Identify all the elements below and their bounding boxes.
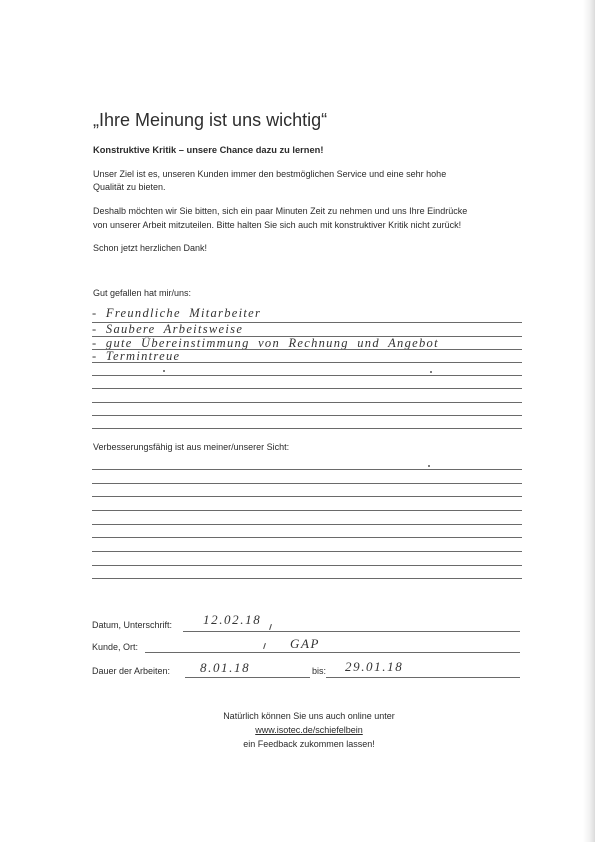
writing-line <box>92 524 522 525</box>
customer-location-label: Kunde, Ort: <box>92 642 139 652</box>
positive-section-label: Gut gefallen hat mir/uns: <box>93 288 192 298</box>
scan-speck <box>428 465 430 467</box>
intro-text-line: Deshalb möchten wir Sie bitten, sich ein paar Minuten Zeit zu nehmen und uns Ihre Eindrücke <box>93 206 468 216</box>
writing-line <box>92 349 522 350</box>
duration-to-line <box>326 677 520 678</box>
until-label: bis: <box>312 666 327 676</box>
handwritten-duration-to: 29.01.18 <box>345 659 404 674</box>
date-signature-label: Datum, Unterschrift: <box>92 620 173 630</box>
handwritten-positive-entry: - Saubere Arbeitsweise <box>92 322 244 336</box>
scan-speck <box>163 370 165 372</box>
website-url: www.isotec.de/schiefelbein <box>255 725 363 735</box>
writing-line <box>92 510 522 511</box>
writing-line <box>92 496 522 497</box>
handwritten-positive-entry: - Termintreue <box>92 349 181 363</box>
writing-line <box>92 551 522 552</box>
footer-text: ein Feedback zukommen lassen! <box>243 739 375 749</box>
writing-line <box>92 469 522 470</box>
intro-text-line: Unser Ziel ist es, unseren Kunden immer den bestmöglichen Service und eine sehr hohe <box>93 169 447 179</box>
handwritten-positive-entry: - gute Übereinstimmung von Rechnung und Angebot <box>92 336 439 350</box>
handwritten-duration-from: 8.01.18 <box>200 660 251 675</box>
writing-line <box>92 362 522 363</box>
date-signature-line <box>183 631 520 632</box>
scan-speck <box>430 371 432 373</box>
handwritten-customer-location: GAP <box>290 636 321 651</box>
footer-text: Natürlich können Sie uns auch online unter <box>223 711 395 721</box>
intro-text-line: Qualität zu bieten. <box>93 182 166 192</box>
handwritten-date: 12.02.18 <box>203 612 262 627</box>
pen-mark <box>269 624 272 630</box>
writing-line <box>92 388 522 389</box>
writing-line <box>92 483 522 484</box>
intro-text-line: von unserer Arbeit mitzuteilen. Bitte halten Sie sich auch mit konstruktiver Kritik nicht zurück! <box>93 220 462 230</box>
writing-line <box>92 402 522 403</box>
form-title: „Ihre Meinung ist uns wichtig“ <box>93 110 328 130</box>
pen-mark <box>263 643 266 649</box>
improvement-section-label: Verbesserungsfähig ist aus meiner/unserer Sicht: <box>93 442 290 452</box>
writing-line <box>92 578 522 579</box>
form-subtitle: Konstruktive Kritik – unsere Chance dazu zu lernen! <box>93 145 324 155</box>
thanks-text: Schon jetzt herzlichen Dank! <box>93 243 208 253</box>
handwritten-positive-entry: - Freundliche Mitarbeiter <box>92 306 262 320</box>
writing-line <box>92 322 522 323</box>
writing-line <box>92 565 522 566</box>
writing-line <box>92 415 522 416</box>
duration-from-line <box>185 677 310 678</box>
writing-line <box>92 537 522 538</box>
scan-edge-shadow <box>583 0 595 842</box>
writing-line <box>92 336 522 337</box>
writing-line <box>92 375 522 376</box>
work-duration-label: Dauer der Arbeiten: <box>92 666 171 676</box>
footer-website <box>109 725 509 736</box>
customer-location-line <box>145 652 520 653</box>
writing-line <box>92 428 522 429</box>
